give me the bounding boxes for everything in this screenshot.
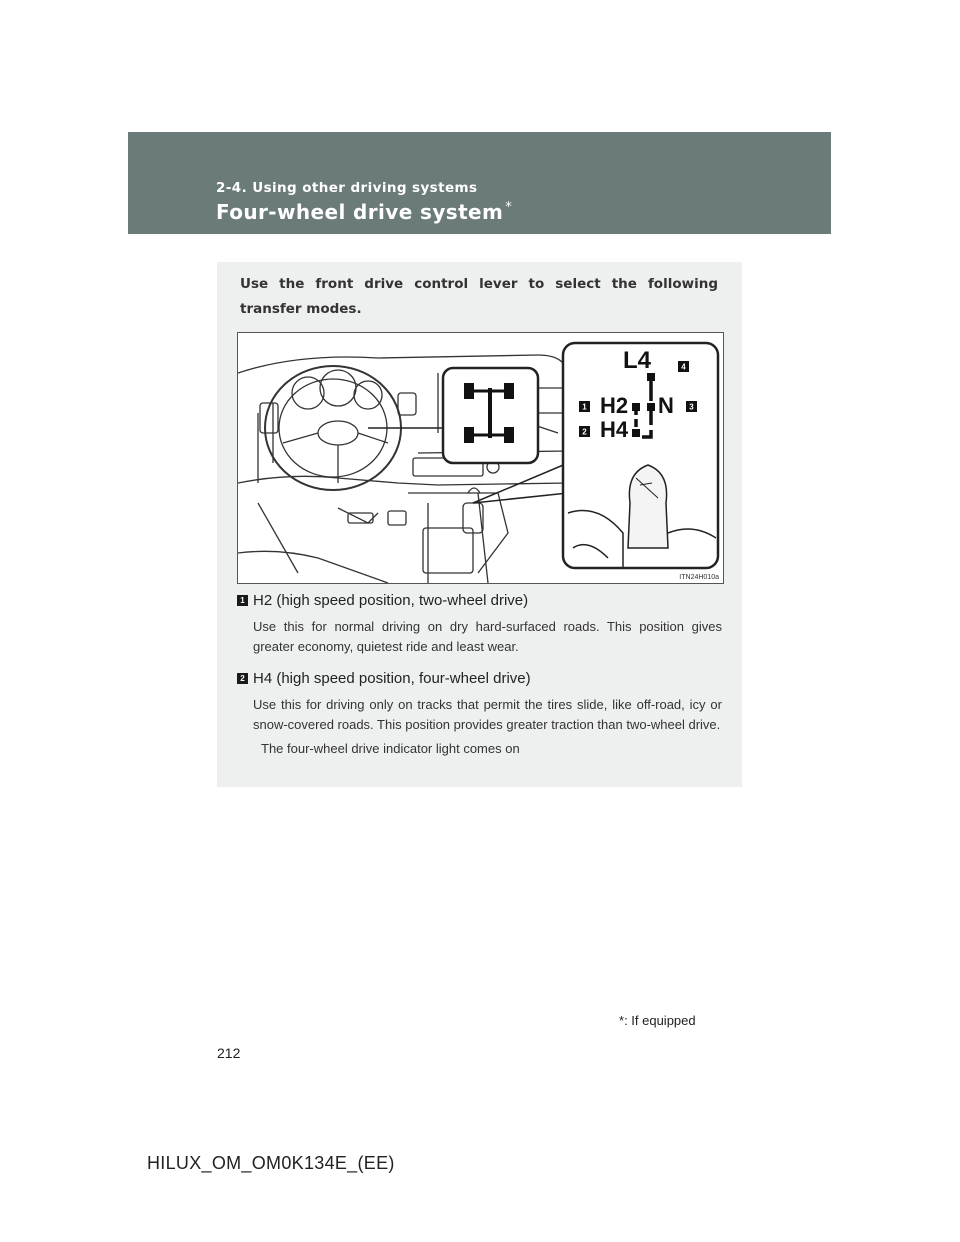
badge-1: 1 <box>582 402 587 412</box>
section-title: 2-4. Using other driving systems <box>216 180 478 196</box>
shift-label-h4: H4 <box>600 417 629 442</box>
mode-heading <box>237 592 722 609</box>
mode-item-h2 <box>237 592 722 657</box>
figure-code: ITN24H010a <box>679 574 719 581</box>
page-title-text: Four-wheel drive system <box>216 200 504 224</box>
shift-label-l4: L4 <box>623 347 652 374</box>
footnote-mark: * <box>619 1013 625 1028</box>
badge-3: 3 <box>689 402 694 412</box>
chapter-header <box>128 132 831 234</box>
mode-item-h4 <box>237 670 722 756</box>
mode-description: Use this for driving only on tracks that permit the tires slide, like off-road, icy or snow-covered roads. This position provides greater traction than two-wheel drive. <box>253 697 722 732</box>
dashboard-illustration <box>237 332 724 584</box>
mode-note: The four-wheel drive indicator light comes on <box>261 741 520 756</box>
content-box <box>217 262 742 787</box>
intro-text: Use the front drive control lever to select the following transfer modes. <box>240 276 718 317</box>
mode-heading <box>237 670 722 687</box>
dashboard-drawing <box>238 333 723 583</box>
mode-heading-text: H4 (high speed position, four-wheel drive) <box>253 670 531 687</box>
asterisk-mark: * <box>505 200 513 216</box>
badge-4: 4 <box>681 362 686 372</box>
mode-description: Use this for normal driving on dry hard-surfaced roads. This position gives greater economy, quietest ride and least wear. <box>253 619 722 654</box>
item-number: 2 <box>237 673 248 684</box>
footnote-text: : If equipped <box>624 1013 696 1028</box>
page-number: 212 <box>217 1045 241 1061</box>
footnote <box>619 1013 696 1028</box>
document-code: HILUX_OM_OM0K134E_(EE) <box>147 1153 395 1173</box>
shift-label-h2: H2 <box>600 393 629 418</box>
shift-label-n: N <box>658 393 674 418</box>
mode-heading-text: H2 (high speed position, two-wheel drive) <box>253 592 529 609</box>
badge-2: 2 <box>582 427 587 437</box>
page-title <box>216 200 512 224</box>
item-number: 1 <box>237 595 248 606</box>
